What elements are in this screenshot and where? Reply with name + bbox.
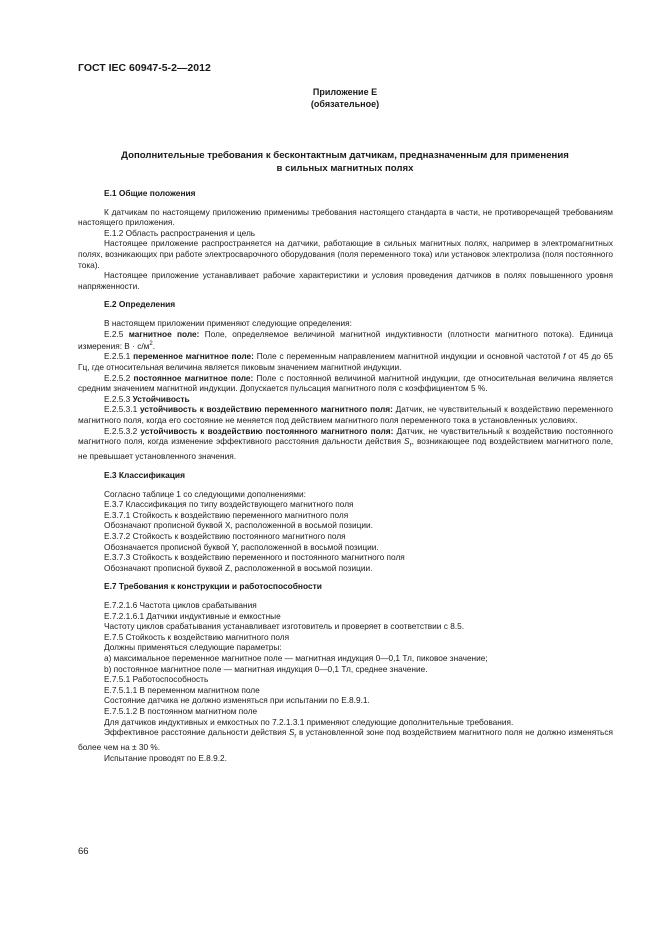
appendix-name: Приложение E [312,87,378,97]
definition-paragraph: E.2.5.3.2 устойчивость к воздействию постоянного магнитного поля: Датчик, не чувствительный к воздействию постоянного магнитного поля, когда изменение эффективного расстояния дальности действия $S_r$, возникающее под воздействием магнитного поле, не превышает установленного значения. [78,425,613,462]
paragraph: E.3.7.3 Стойкость к воздействию переменного и постоянного магнитного поля [104,552,405,563]
definition-paragraph: E.2.5.3 Устойчивость [104,393,190,404]
paragraph: Для датчиков индуктивных и емкостных по 7.2.1.3.1 применяют следующие дополнительные требования. [104,716,514,727]
paragraph: Согласно таблице 1 со следующими дополнениями: [104,488,306,499]
paragraph: Должны применяться следующие параметры: [104,642,282,653]
paragraph: E.1.2 Область распространения и цель [104,227,256,238]
paragraph: Обозначают прописной буквой Z, расположенной в восьмой позиции. [104,562,373,573]
paragraph: E.7.5 Стойкость к воздействию магнитного поля [104,631,290,642]
paragraph: E.7.5.1.2 В постоянном магнитном поле [104,705,258,716]
paragraph: К датчикам по настоящему приложению применимы требования настоящего стандарта в части, не противоречащей требованиям настоящего приложения. [78,206,613,228]
page-number: 66 [78,846,89,857]
definition-paragraph: E.2.5.2 постоянное магнитное поле: Поле с постоянной величиной магнитной индукции, где относительная величина является средним значением магнитной индукции. Допускается пульсация магнитного поля с коэффициентом 5 %. [78,372,613,394]
paragraph: E.7.2.1.6.1 Датчики индуктивные и емкостные [104,610,281,621]
section-heading-e7: E.7 Требования к конструкции и работоспособности [104,581,322,592]
paragraph: Состояние датчика не должно изменяться при испытании по E.8.9.1. [104,695,370,706]
definition-paragraph: E.2.5 магнитное поле: Поле, определяемое величиной магнитной индуктивности (плотности магнитного потока). Единица измерения: $В \cdot с/м^2$. [78,328,614,351]
list-item: a) максимальное переменное магнитное поле — магнитная индукция 0—0,1 Тл, пиковое значение; [104,652,488,663]
definition-paragraph: E.2.5.3.1 устойчивость к воздействию переменного магнитного поля: Датчик, не чувствительный к воздействию переменного магнитного поля, когда его состояние не меняется под действием магнитного поля переменного тока в установленных условиях. [78,404,613,426]
appendix-status: (обязательное) [310,99,380,109]
paragraph: Эффективное расстояние дальности действия $S_r$ в установленной зоне под воздействием магнитного поля не должно изменяться более чем на ± 30 %. [78,727,613,753]
appendix-heading [78,86,612,110]
paragraph: E.7.2.1.6 Частота циклов срабатывания [104,600,257,611]
paragraph: E.3.7.1 Стойкость к воздействию переменного магнитного поля [104,509,349,520]
title-line-2: в сильных магнитных полях [276,162,414,174]
paragraph: Настоящее приложение устанавливает рабочие характеристики и условия проведения датчиков в полях повышенного уровня напряженности. [78,270,613,291]
section-heading-e1: E.1 Общие положения [104,188,196,198]
section-heading-e3: E.3 Классификация [104,470,185,481]
paragraph: Настоящее приложение распространяется на датчики, работающие в сильных магнитных полях, например в электромагнитных полях, возникающих при работе электросварочного оборудования (поля переменного тока) или установок электролиза (поля постоянного тока). [78,238,613,270]
document-body [78,188,613,764]
paragraph: В настоящем приложении применяют следующие определения: [104,317,352,328]
paragraph: Испытание проводят по E.8.9.2. [104,752,227,763]
paragraph: E.3.7 Классификация по типу воздействующего магнитного поля [104,499,354,510]
paragraph: E.7.5.1 Работоспособность [104,674,209,685]
paragraph: Обозначают прописной буквой X, расположенной в восьмой позиции. [104,520,373,531]
section-heading-e2: E.2 Определения [104,299,176,310]
standard-header: ГОСТ IEC 60947-5-2—2012 [78,62,211,74]
definition-paragraph: E.2.5.1 переменное магнитное поле: Поле с переменным направлением магнитной индукции и основной частотой f от 45 до 65 Гц, где относительная величина является пиковым значением магнитной индукции. [78,351,613,373]
title-line-1: Дополнительные требования к бесконтактным датчикам, предназначенным для применения [121,150,569,161]
list-item: b) постоянное магнитное поле — магнитная индукция 0—0,1 Тл, среднее значение. [104,663,428,674]
paragraph: Частоту циклов срабатывания устанавливает изготовитель и проверяет в соответствии с 8.5. [104,621,465,632]
paragraph: E.3.7.2 Стойкость к воздействию постоянного магнитного поля [104,531,346,542]
document-title [78,150,612,175]
paragraph: Обозначается прописной буквой Y, расположенной в восьмой позиции. [104,541,379,552]
paragraph: E.7.5.1.1 В переменном магнитном поле [104,684,260,695]
